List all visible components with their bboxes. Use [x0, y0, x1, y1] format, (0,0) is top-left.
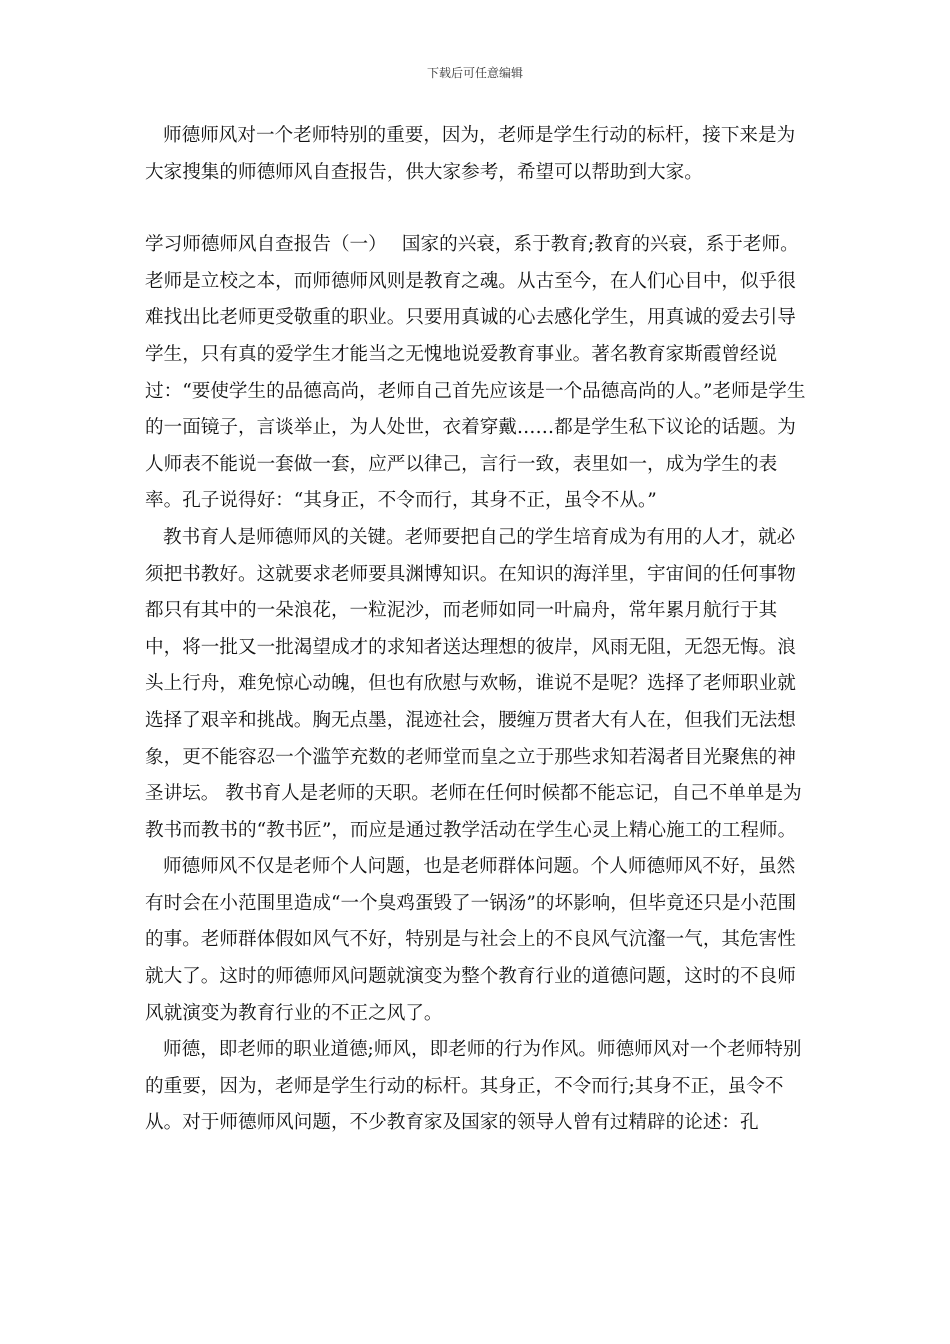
- section-3-paragraph: 师德师风不仅是老师个人问题，也是老师群体问题。个人师德师风不好，虽然有时会在小范围里造成“一个臭鸡蛋毁了一锅汤”的坏影响，但毕竟还只是小范围的事。老师群体假如风气不好，特别是与社会上的不良风气沆瀣一气，其危害性就大了。这时的师德师风问题就演变为整个教育行业的道德问题，这时的不良师风就演变为教育行业的不正之风了。: [145, 856, 797, 1024]
- intro-paragraph: 师德师风对一个老师特别的重要，因为，老师是学生行动的标杆，接下来是为大家搜集的师德师风自查报告，供大家参考，希望可以帮助到大家。: [145, 125, 796, 183]
- page-header: 下载后可任意编辑: [426, 66, 523, 80]
- document-body: [145, 118, 809, 1142]
- section-1-paragraph: 学习师德师风自查报告（一） 国家的兴衰，系于教育;教育的兴衰，系于老师。 老师是立校之本，而师德师风则是教育之魂。从古至今，在人们心目中，似乎很难找出比老师更受敬重的职业。只要用真诚的心去感化学生，用真诚的爱去引导学生，只有真的爱学生才能当之无愧地说爱教育事业。著名教育家斯霞曾经说过：“要使学生的品德高尚，老师自己首先应该是一个品德高尚的人。”老师是学生的一面镜子，言谈举止，为人处世，衣着穿戴……都是学生私下议论的话题。为人师表不能说一套做一套，应严以律己，言行一致，表里如一，成为学生的表率。孔子说得好：“其身正，不令而行，其身不正，虽令不从。”: [145, 234, 806, 512]
- section-4-paragraph: 师德，即老师的职业道德;师风，即老师的行为作风。师德师风对一个老师特别的重要，因为，老师是学生行动的标杆。其身正，不令而行;其身不正，虽令不从。对于师德师风问题，不少教育家及国家的领导人曾有过精辟的论述：孔: [145, 1039, 802, 1134]
- section-2-paragraph: 教书育人是师德师风的关键。老师要把自己的学生培育成为有用的人才，就必须把书教好。这就要求老师要具渊博知识。在知识的海洋里，宇宙间的任何事物都只有其中的一朵浪花，一粒泥沙，而老师如同一叶扁舟，常年累月航行于其中，将一批又一批渴望成才的求知者送达理想的彼岸，风雨无阻，无怨无悔。浪头上行舟，难免惊心动魄，但也有欣慰与欢畅，谁说不是呢？选择了老师职业就选择了艰辛和挑战。胸无点墨，混迹社会，腰缠万贯者大有人在，但我们无法想象，更不能容忍一个滥竽充数的老师堂而皇之立于那些求知若渴者目光聚焦的神圣讲坛。 教书育人是老师的天职。老师在任何时候都不能忘记，自己不单单是为教书而教书的“教书匠”，而应是通过教学活动在学生心灵上精心施工的工程师。: [145, 526, 802, 841]
